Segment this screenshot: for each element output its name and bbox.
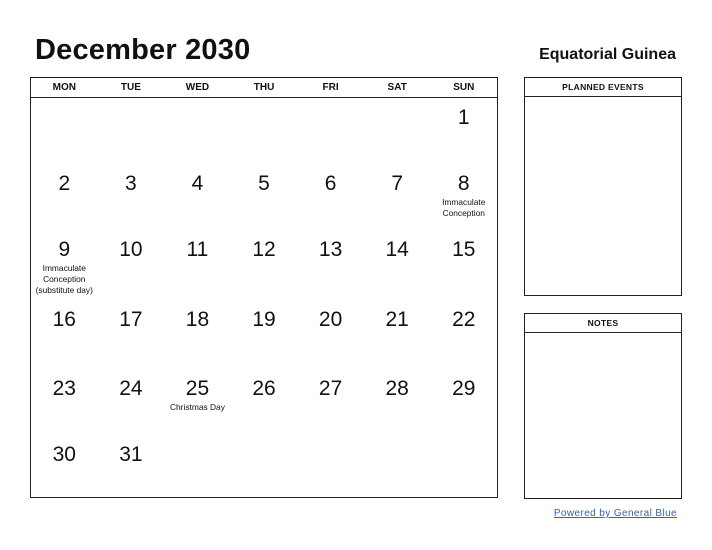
calendar-day-cell bbox=[364, 164, 431, 230]
calendar-day-cell bbox=[98, 164, 165, 230]
calendar-day-cell bbox=[31, 435, 98, 499]
day-number: 12 bbox=[252, 238, 276, 261]
calendar-day-cell bbox=[164, 369, 231, 435]
day-number: 21 bbox=[385, 308, 409, 331]
calendar-day-cell bbox=[231, 369, 298, 435]
calendar-day-cell bbox=[364, 230, 431, 300]
day-of-week-header bbox=[31, 78, 497, 98]
day-number: 16 bbox=[52, 308, 76, 331]
calendar-day-cell bbox=[364, 369, 431, 435]
calendar-day-cell bbox=[31, 98, 98, 164]
calendar-day-cell bbox=[364, 300, 431, 369]
dow-wed: WED bbox=[185, 82, 210, 93]
calendar-day-cell bbox=[98, 435, 165, 499]
day-number: 25 bbox=[185, 377, 210, 400]
calendar-day-cell bbox=[164, 435, 231, 499]
day-number: 27 bbox=[318, 377, 343, 400]
notes-box bbox=[524, 313, 682, 499]
day-number: 8 bbox=[457, 172, 470, 195]
dow-sat: SAT bbox=[387, 82, 407, 93]
calendar-day-cell bbox=[231, 98, 298, 164]
calendar-week bbox=[31, 164, 497, 230]
day-number: 24 bbox=[119, 377, 143, 400]
dow-fri: FRI bbox=[322, 82, 339, 93]
day-number: 6 bbox=[324, 172, 337, 195]
calendar-day-cell bbox=[297, 300, 364, 369]
day-number: 9 bbox=[58, 238, 71, 261]
calendar-day-cell bbox=[31, 369, 98, 435]
planned-events-box bbox=[524, 77, 682, 296]
calendar-day-cell bbox=[98, 300, 165, 369]
calendar-day-cell bbox=[98, 230, 165, 300]
calendar-week bbox=[31, 369, 497, 435]
day-number: 30 bbox=[52, 443, 76, 466]
dow-thu: THU bbox=[253, 82, 275, 93]
calendar-day-cell bbox=[297, 435, 364, 499]
calendar-day-cell bbox=[164, 230, 231, 300]
holiday-label: Immaculate Conception bbox=[442, 197, 486, 218]
calendar-day-cell bbox=[164, 164, 231, 230]
day-number: 5 bbox=[258, 172, 270, 195]
day-number: 20 bbox=[318, 308, 343, 331]
powered-by-link[interactable]: Powered by General Blue bbox=[553, 508, 677, 519]
calendar-day-cell bbox=[297, 230, 364, 300]
calendar-day-cell bbox=[364, 98, 431, 164]
calendar-day-cell bbox=[297, 369, 364, 435]
day-number: 1 bbox=[457, 106, 470, 129]
calendar-day-cell bbox=[430, 369, 497, 435]
day-number: 18 bbox=[185, 308, 210, 331]
day-number: 29 bbox=[452, 377, 476, 400]
calendar-day-cell bbox=[231, 164, 298, 230]
calendar-day-cell bbox=[31, 300, 98, 369]
calendar-day-cell bbox=[31, 230, 98, 300]
holiday-label: Immaculate Conception (substitute day) bbox=[35, 263, 93, 295]
calendar-day-cell bbox=[430, 230, 497, 300]
dow-mon: MON bbox=[52, 82, 76, 93]
calendar-day-cell bbox=[231, 435, 298, 499]
holiday-label: Christmas Day bbox=[169, 402, 225, 412]
calendar-day-cell bbox=[430, 435, 497, 499]
day-number: 17 bbox=[119, 308, 143, 331]
day-number: 14 bbox=[385, 238, 409, 261]
country-name: Equatorial Guinea bbox=[539, 46, 676, 63]
day-number: 2 bbox=[58, 172, 71, 195]
day-number: 7 bbox=[391, 172, 404, 195]
calendar-day-cell bbox=[430, 98, 497, 164]
day-number: 13 bbox=[318, 238, 343, 261]
day-number: 19 bbox=[252, 308, 276, 331]
calendar-day-cell bbox=[98, 369, 165, 435]
calendar-day-cell bbox=[31, 164, 98, 230]
calendar-day-cell bbox=[430, 300, 497, 369]
day-number: 31 bbox=[119, 443, 143, 466]
day-number: 3 bbox=[125, 172, 137, 195]
calendar-day-cell bbox=[231, 300, 298, 369]
page-title: December 2030 bbox=[35, 34, 251, 66]
calendar-week bbox=[31, 435, 497, 499]
calendar-day-cell bbox=[164, 300, 231, 369]
day-number: 26 bbox=[252, 377, 276, 400]
calendar-day-cell bbox=[231, 230, 298, 300]
day-number: 4 bbox=[191, 172, 204, 195]
calendar-day-cell bbox=[297, 164, 364, 230]
calendar-weeks bbox=[31, 98, 497, 499]
calendar-day-cell bbox=[164, 98, 231, 164]
calendar-week bbox=[31, 300, 497, 369]
planned-events-header: PLANNED EVENTS bbox=[525, 78, 681, 97]
notes-header: NOTES bbox=[525, 314, 681, 333]
calendar-grid bbox=[30, 77, 498, 498]
day-number: 23 bbox=[52, 377, 76, 400]
calendar-day-cell bbox=[98, 98, 165, 164]
day-number: 28 bbox=[385, 377, 409, 400]
calendar-week bbox=[31, 230, 497, 300]
day-number: 10 bbox=[119, 238, 143, 261]
day-number: 15 bbox=[452, 238, 476, 261]
dow-sun: SUN bbox=[453, 82, 475, 93]
calendar-day-cell bbox=[297, 98, 364, 164]
day-number: 11 bbox=[186, 238, 209, 261]
calendar-week bbox=[31, 98, 497, 164]
calendar-day-cell bbox=[430, 164, 497, 230]
calendar-day-cell bbox=[364, 435, 431, 499]
day-number: 22 bbox=[452, 308, 476, 331]
dow-tue: TUE bbox=[120, 82, 141, 93]
